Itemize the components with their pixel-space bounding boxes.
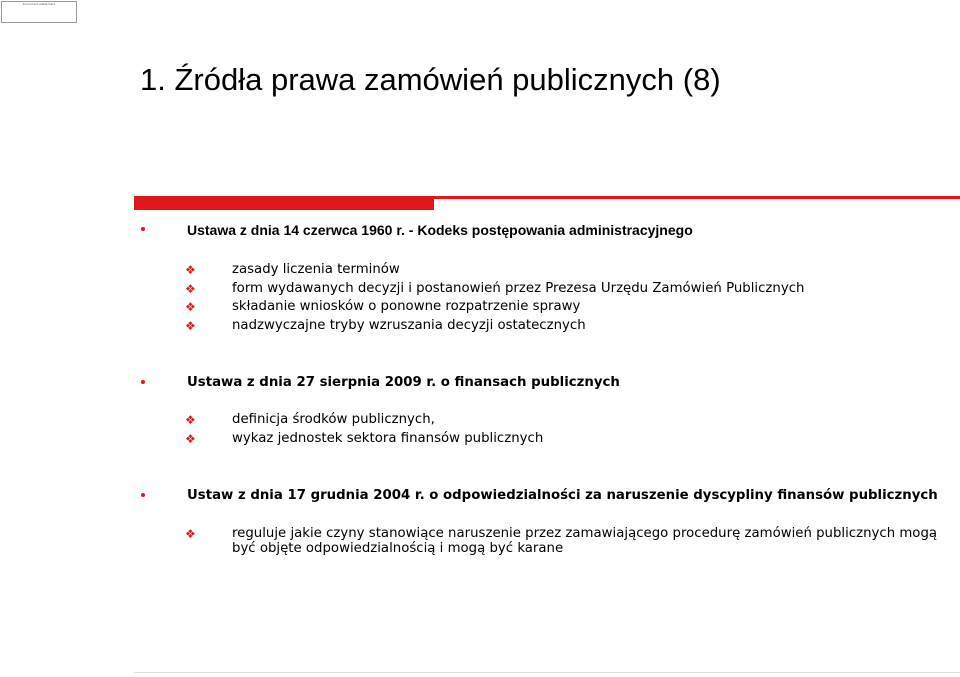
watermark-text: Document watermark xyxy=(22,2,56,6)
diamond-bullet-icon: ❖ xyxy=(185,263,196,277)
section-heading-finanse: Ustawa z dnia 27 sierpnia 2009 r. o finansach publicznych xyxy=(187,375,620,390)
list-item: ❖ wykaz jednostek sektora finansów publicznych xyxy=(185,431,544,446)
bullet-dot-icon xyxy=(141,380,145,384)
list-item: ❖ form wydawanych decyzji i postanowień przez Prezesa Urzędu Zamówień Publicznych xyxy=(185,281,805,296)
watermark-stamp xyxy=(1,1,77,23)
diamond-bullet-icon: ❖ xyxy=(185,432,196,446)
bullet-dot-icon xyxy=(141,493,145,497)
list-item: ❖ składanie wniosków o ponowne rozpatrzenie sprawy xyxy=(185,299,581,314)
diamond-bullet-icon: ❖ xyxy=(185,300,196,314)
list-item: ❖ definicja środków publicznych, xyxy=(185,412,435,427)
diamond-bullet-icon: ❖ xyxy=(185,319,196,333)
diamond-bullet-icon: ❖ xyxy=(185,527,196,541)
list-item-continuation: być objęte odpowiedzialnością i mogą być karane xyxy=(232,541,564,556)
section-heading-dyscyplina: Ustaw z dnia 17 grudnia 2004 r. o odpowiedzialności za naruszenie dyscypliny finansów publicznych xyxy=(187,488,938,503)
diamond-bullet-icon: ❖ xyxy=(185,282,196,296)
slide-title: 1. Źródła prawa zamówień publicznych (8) xyxy=(140,62,721,97)
divider-thick xyxy=(134,196,434,210)
list-item: ❖ reguluje jakie czyny stanowiące naruszenie przez zamawiającego procedurę zamówień publicznych mogą xyxy=(185,526,938,541)
divider-thin xyxy=(434,196,960,199)
section-heading-kpa: Ustawa z dnia 14 czerwca 1960 r. - Kodeks postępowania administracyjnego xyxy=(187,222,693,238)
bullet-dot-icon xyxy=(141,227,145,231)
diamond-bullet-icon: ❖ xyxy=(185,413,196,427)
title-divider xyxy=(134,196,960,210)
footer-line xyxy=(134,672,960,673)
list-item: ❖ zasady liczenia terminów xyxy=(185,262,400,277)
list-item: ❖ nadzwyczajne tryby wzruszania decyzji ostatecznych xyxy=(185,318,586,333)
